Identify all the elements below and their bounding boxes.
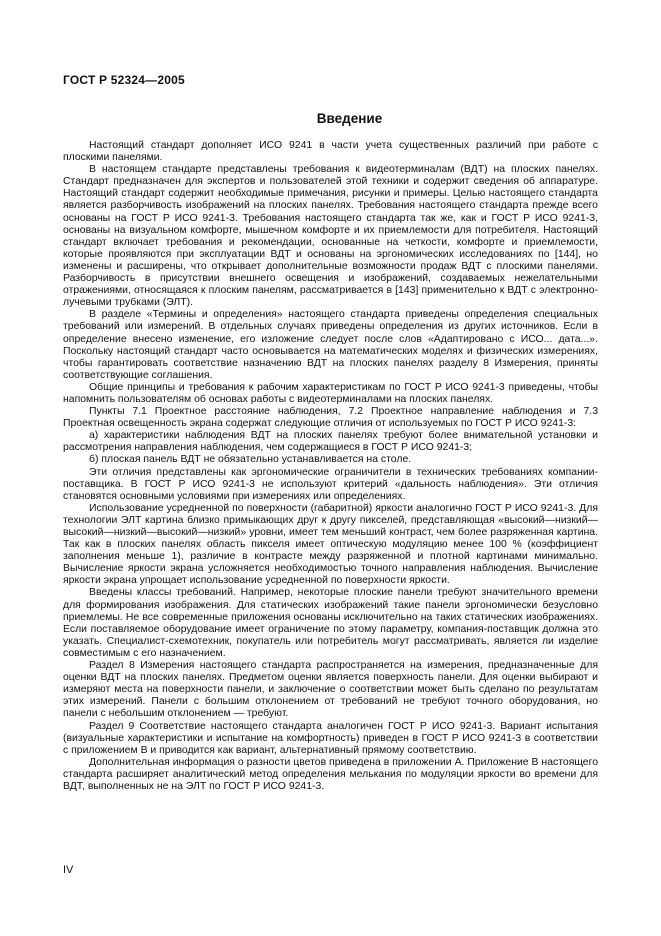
list-item: а) характеристики наблюдения ВДТ на плоских панелях требуют более внимательной установки и рассмотрения направления наблюдения, чем содержащиеся в ГОСТ Р ИСО 9241-3; (63, 430, 598, 454)
paragraph: Настоящий стандарт дополняет ИСО 9241 в части учета существенных различий при работе с плоскими панелями. (63, 140, 598, 164)
paragraph: Пункты 7.1 Проектное расстояние наблюдения, 7.2 Проектное направление наблюдения и 7.3 Проектная освещенность экрана содержат следующие отличия от используемых по ГОСТ Р ИСО 9241-3: (63, 406, 598, 430)
paragraph: Раздел 9 Соответствие настоящего стандарта аналогичен ГОСТ Р ИСО 9241-3. Вариант испытания (визуальные характеристики и испытание на комфортность) приведен в ГОСТ Р ИСО 9241-3 в соответствии с приложением В и приводится как вариант, альтернативный прямому соответствию. (63, 720, 598, 756)
section-title: Введение (316, 111, 383, 126)
list-item: б) плоская панель ВДТ не обязательно устанавливается на столе. (89, 454, 412, 466)
paragraph: Общие принципы и требования к рабочим характеристикам по ГОСТ Р ИСО 9241-3 приведены, чтобы напомнить пользователям об основах работы с видеотерминалами на плоских панелях. (63, 381, 598, 405)
paragraph: Эти отличия представлены как эргономические ограничители в технических требованиях компании-поставщика. В ГОСТ Р ИСО 9241-3 не используют критерий «дальность наблюдения». Эти отличия становятся основными условиями при измерениях или определениях. (63, 466, 598, 502)
paragraph: Введены классы требований. Например, некоторые плоские панели требуют значительного времени для формирования изображения. Для статических изображений такие панели эргономически безусловно приемлемы. Не все современные приложения основаны исключительно на таких статических изображениях. Если поставляемое оборудование имеет ограничение по этому параметру, компания-поставщик должна это указать. Специалист-схемотехник, покупатель или потребитель могут рассматривать, является ли изделие совместимым с его назначением. (63, 587, 598, 659)
paragraph: В разделе «Термины и определения» настоящего стандарта приведены определения специальных требований или измерений. В отдельных случаях приведены определения из других источников. Если в определение внесено изменение, его изложение следует после слов «Адаптировано с ИСО... дата...». Поскольку настоящий стандарт часто основывается на математических моделях и физических измерениях, чтобы гарантировать соответствие назначению ВДТ на плоских панелях разделу 8 Измерения, приняты соответствующие соглашения. (63, 309, 598, 381)
paragraph: Использование усредненной по поверхности (габаритной) яркости аналогично ГОСТ Р ИСО 9241-3. Для технологии ЭЛТ картина близко примыкающих друг к другу пикселей, представляющая «высокий—низкий—высокий—низкий—высокий—низкий» уровни, имеет тем меньший контраст, чем более разряженная картина. Так как в плоских панелях область пикселя имеет оптическую модуляцию менее 100 % (коэффициент заполнения меньше 1), различие в контрасте между разряженной и плотной картинами минимально. Вычисление яркости экрана усложняется необходимостью точного направления наблюдения. Вычисление яркости экрана упрощает использование усредненной по поверхности яркости. (63, 502, 598, 587)
body-text (63, 140, 598, 793)
paragraph: Раздел 8 Измерения настоящего стандарта распространяется на измерения, предназначенные для оценки ВДТ на плоских панелях. Предметом оценки является поверхность панели. Для оценки выбирают и измеряют места на поверхности панели, и заключение о соответствии может быть сделано по результатам этих измерений. Панели с большим отклонением от требований не требуют точного оборудования, но панели с небольшим отклонением — требуют. (63, 660, 598, 720)
paragraph: В настоящем стандарте представлены требования к видеотерминалам (ВДТ) на плоских панелях. Стандарт предназначен для экспертов и пользователей этой техники и содержит сведения об аппаратуре. Настоящий стандарт содержит необходимые примечания, рисунки и примеры. Целью настоящего стандарта является разборчивость изображений на плоских панелях. Требования настоящего стандарта прежде всего основаны на ГОСТ Р ИСО 9241-3. Требования настоящего стандарта так же, как и ГОСТ Р ИСО 9241-3, основаны на визуальном комфорте, мышечном комфорте и их приемлемости для потребителя. Настоящий стандарт включает требования и рекомендации, основанные на четкости, комфорте и приемлемости, которые проявляются при эксплуатации ВДТ и основаны на эргономических исследованиях по [144], но изменены и расширены, что открывает дополнительные возможности продаж ВДТ с плоскими панелями. Разборчивость в присутствии внешнего освещения и изображений, создаваемых нежелательными отражениями, относящаяся к плоским панелям, рассматривается в [143] применительно к ВДТ с электронно-лучевыми трубками (ЭЛТ). (63, 164, 598, 309)
document-code: ГОСТ Р 52324—2005 (63, 73, 185, 87)
page-number: IV (63, 864, 74, 876)
paragraph: Дополнительная информация о разности цветов приведена в приложении А. Приложение В настоящего стандарта расширяет аналитический метод определения мелькания по модуляции яркости во времени для ВДТ, выполненных не на ЭЛТ по ГОСТ Р ИСО 9241-3. (63, 756, 598, 792)
